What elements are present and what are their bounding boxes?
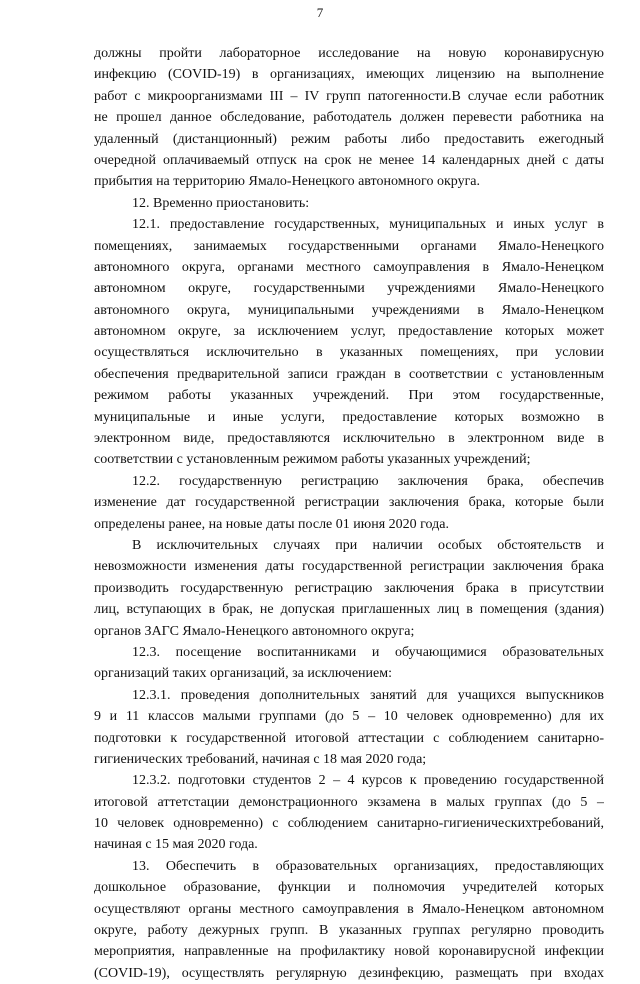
text-line: производить государственную регистрацию заключения брака в присутствии bbox=[94, 580, 604, 596]
text-line: 12.3. посещение воспитанниками и обучающимися образовательных bbox=[132, 644, 604, 660]
text-line: органов ЗАГС Ямало-Ненецкого автономного округа; bbox=[94, 623, 415, 639]
text-line: дошкольное образование, функции и полномочия учредителей которых bbox=[94, 880, 604, 896]
text-line: автономного округа, органами местного самоуправления в Ямало-Ненецком bbox=[94, 259, 604, 275]
text-line: невозможности изменения даты государственной регистрации заключения брака bbox=[94, 559, 604, 575]
text-line: осуществляют органы местного самоуправления в Ямало-Ненецком автономном bbox=[94, 901, 604, 917]
text-line: работ с микроорганизмами III – IV групп патогенности.В случае если работник bbox=[94, 88, 604, 104]
text-line: 12.3.2. подготовки студентов 2 – 4 курсов к проведению государственной bbox=[132, 773, 604, 789]
text-line: округе, работу дежурных групп. В указанных группах регулярно проводить bbox=[94, 923, 604, 939]
text-line: автономного округа, муниципальными учреждениями в Ямало-Ненецком bbox=[94, 302, 604, 318]
text-line: очередной оплачиваемый отпуск на срок не менее 14 календарных дней с даты bbox=[94, 152, 604, 168]
text-line: автономном округе, государственными учреждениями Ямало-Ненецкого bbox=[94, 281, 604, 297]
text-line: автономном округе, за исключением услуг, предоставление которых может bbox=[94, 324, 604, 340]
text-line: 12.2. государственную регистрацию заключения брака, обеспечив bbox=[132, 473, 604, 489]
text-line: 12.3.1. проведения дополнительных занятий для учащихся выпускников bbox=[132, 687, 604, 703]
text-line: В исключительных случаях при наличии особых обстоятельств и bbox=[132, 537, 604, 553]
text-line: начиная с 15 мая 2020 года. bbox=[94, 837, 258, 853]
text-line: гигиенических требований, начиная с 18 мая 2020 года; bbox=[94, 751, 427, 767]
text-line: муниципальные и иные услуги, предоставление которых возможно в bbox=[94, 409, 604, 425]
text-line: соответствии с установленным режимом работы указанных учреждений; bbox=[94, 452, 531, 468]
text-line: (COVID-19), осуществлять регулярную дезинфекцию, размещать при входах bbox=[94, 965, 604, 981]
text-line: итоговой аттетстации демонстрационного экзамена в малых группах (до 5 – bbox=[94, 794, 604, 810]
text-line: 12. Временно приостановить: bbox=[132, 195, 310, 211]
text-line: изменение дат государственной регистрации заключения брака, которые были bbox=[94, 495, 604, 511]
text-line: 9 и 11 классов малыми группами (до 5 – 10 человек одновременно) для их bbox=[94, 709, 604, 725]
document-body bbox=[94, 43, 604, 984]
text-line: подготовки к государственной итоговой аттестации с соблюдением санитарно- bbox=[94, 730, 604, 746]
text-line: обеспечения предварительной записи граждан в соответствии с установленным bbox=[94, 366, 604, 382]
text-line: инфекцию (COVID-19) в организациях, имеющих лицензию на выполнение bbox=[94, 67, 604, 83]
text-line: прибытия на территорию Ямало-Ненецкого автономного округа. bbox=[94, 174, 481, 190]
text-line: не прошел данное обследование, работодатель должен перевести работника на bbox=[94, 110, 604, 126]
text-line: помещениях, занимаемых государственными органами Ямало-Ненецкого bbox=[94, 238, 604, 254]
text-line: лиц, вступающих в брак, не допуская приглашенных лиц в помещения (здания) bbox=[94, 602, 604, 618]
page-number: 7 bbox=[316, 5, 324, 20]
text-line: должны пройти лабораторное исследование на новую коронавирусную bbox=[94, 46, 604, 61]
text-line: режимом работы указанных учреждений. При этом государственные, bbox=[94, 388, 604, 404]
text-line: 12.1. предоставление государственных, муниципальных и иных услуг в bbox=[132, 217, 604, 233]
text-line: удаленный (дистанционный) режим работы либо предоставить ежегодный bbox=[94, 131, 604, 147]
text-line: 10 человек одновременно) с соблюдением санитарно-гигиеническихтребований, bbox=[94, 816, 604, 832]
text-line: организаций таких организаций, за исключением: bbox=[94, 666, 392, 682]
text-line: мероприятия, направленные на профилактику новой коронавирусной инфекции bbox=[94, 944, 604, 960]
text-line: определены ранее, на новые даты после 01 июня 2020 года. bbox=[94, 516, 449, 532]
text-line: электронном виде, предоставляются исключительно в электронном виде в bbox=[94, 431, 604, 447]
text-line: осуществляться исключительно в указанных помещениях, при условии bbox=[94, 345, 604, 361]
text-line: 13. Обеспечить в образовательных организациях, предоставляющих bbox=[132, 858, 604, 874]
